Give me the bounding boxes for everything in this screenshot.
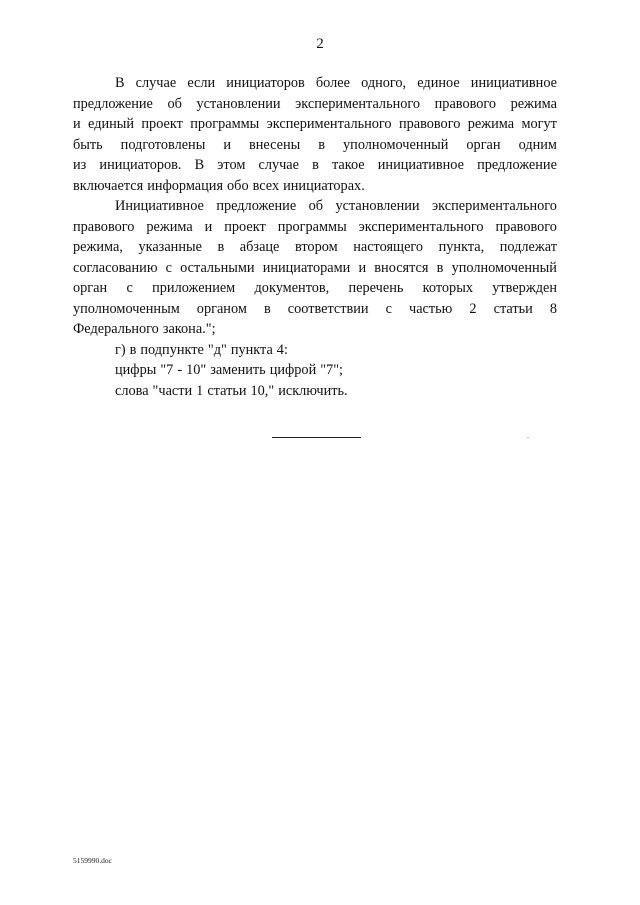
- word: органом: [196, 300, 247, 317]
- word: одним: [518, 136, 557, 153]
- word: вносятся: [374, 259, 429, 276]
- word: уполномоченный: [451, 259, 557, 276]
- word: заменить: [210, 362, 266, 378]
- word: из: [73, 157, 87, 173]
- word: инициативное: [470, 75, 557, 91]
- body-text: [73, 73, 557, 401]
- text-line: [73, 360, 557, 381]
- word: более: [315, 75, 350, 91]
- word: согласованию: [73, 259, 158, 276]
- word: В: [115, 75, 125, 91]
- word: программы: [277, 218, 347, 235]
- word: уполномоченным: [73, 300, 180, 317]
- text-line: [73, 381, 557, 402]
- word: орган: [466, 136, 501, 153]
- word: единое: [417, 75, 460, 91]
- word: "д": [207, 341, 227, 358]
- word: г): [115, 341, 126, 358]
- word: исключить.: [278, 382, 348, 399]
- word: установлении: [196, 95, 281, 112]
- word: и: [73, 116, 81, 132]
- text-line: [73, 340, 557, 361]
- word: этом: [217, 157, 246, 173]
- word: проект: [224, 218, 266, 235]
- end-divider: [272, 437, 361, 438]
- word: 4:: [276, 341, 288, 358]
- word: слова: [115, 382, 149, 399]
- word: инициаторами: [262, 259, 351, 276]
- word: закона.";: [162, 321, 216, 337]
- word: утвержден: [492, 280, 557, 296]
- word: которых: [422, 280, 473, 296]
- text-line: [73, 94, 557, 115]
- word: настоящего: [353, 239, 424, 255]
- word: подготовлены: [120, 136, 206, 153]
- text-line: [73, 258, 557, 279]
- word: в: [318, 136, 326, 153]
- word: 1: [196, 382, 204, 399]
- word: "части: [152, 382, 193, 399]
- word: втором: [294, 239, 338, 255]
- word: обо: [227, 177, 249, 194]
- word: цифры: [115, 362, 157, 378]
- word: абзаце: [239, 239, 280, 255]
- word: экспериментального: [295, 95, 421, 112]
- word: с: [126, 280, 133, 296]
- word: правового: [73, 218, 135, 235]
- word: и: [223, 136, 231, 153]
- word: предложение: [73, 95, 153, 112]
- word: статьи: [207, 382, 247, 399]
- word: об: [308, 198, 324, 214]
- text-line: [73, 135, 557, 156]
- word: правового: [495, 218, 557, 235]
- word: подлежат: [499, 239, 557, 255]
- word: и: [358, 259, 367, 276]
- text-line: [73, 155, 557, 176]
- word: 10": [186, 362, 207, 378]
- word: статьи: [493, 300, 533, 317]
- word: 10,": [250, 382, 275, 399]
- word: с: [385, 300, 392, 317]
- word: единый: [88, 116, 135, 132]
- word: "7";: [320, 362, 344, 378]
- word: орган: [73, 280, 108, 296]
- text-line: [73, 196, 557, 217]
- page-number: 2: [316, 36, 324, 52]
- word: "7: [160, 362, 174, 378]
- word: инициаторах.: [283, 177, 365, 194]
- word: инициаторов.: [99, 157, 182, 173]
- word: документов,: [254, 280, 330, 296]
- word: установлении: [335, 198, 420, 214]
- word: программы: [190, 116, 260, 132]
- word: -: [177, 362, 183, 378]
- word: Федерального: [73, 321, 159, 337]
- scan-speck: [527, 437, 529, 438]
- word: экспериментального: [266, 116, 392, 132]
- word: уполномоченный: [343, 136, 449, 153]
- word: 2: [469, 300, 477, 317]
- word: правового: [434, 95, 497, 112]
- text-line: [73, 176, 557, 197]
- word: одного,: [361, 75, 407, 91]
- word: в: [312, 157, 319, 173]
- text-line: [73, 217, 557, 238]
- word: внесены: [249, 136, 301, 153]
- word: перечень: [348, 280, 404, 296]
- word: экспериментального: [432, 198, 557, 214]
- word: включается: [73, 177, 144, 194]
- word: быть: [73, 136, 103, 153]
- word: пункта,: [438, 239, 485, 255]
- word: пункта: [230, 341, 273, 358]
- word: с: [165, 259, 173, 276]
- word: соответствии: [287, 300, 369, 317]
- word: указанные: [138, 239, 202, 255]
- word: цифрой: [269, 362, 317, 378]
- word: режима: [146, 218, 193, 235]
- text-line: [73, 299, 557, 320]
- word: режима: [467, 116, 515, 132]
- word: режима,: [73, 239, 123, 255]
- word: всех: [252, 177, 280, 194]
- word: экспериментального: [358, 218, 484, 235]
- word: остальными: [180, 259, 255, 276]
- word: проект: [141, 116, 183, 132]
- word: 8: [549, 300, 557, 317]
- word: такое: [331, 157, 365, 173]
- word: частью: [409, 300, 453, 317]
- word: в: [129, 341, 137, 358]
- word: в: [263, 300, 271, 317]
- word: подпункте: [140, 341, 204, 358]
- text-line: [73, 278, 557, 299]
- word: если: [187, 75, 216, 91]
- word: приложением: [152, 280, 236, 296]
- word: предложение: [477, 157, 557, 173]
- word: в: [436, 259, 444, 276]
- text-line: [73, 319, 557, 340]
- word: инициативное: [377, 157, 464, 173]
- word: Инициативное: [115, 198, 204, 214]
- word: и: [204, 218, 213, 235]
- word: предложение: [216, 198, 297, 214]
- text-line: [73, 114, 557, 135]
- footer-document-code: 5159990.doc: [73, 856, 112, 865]
- word: об: [167, 95, 182, 112]
- text-line: [73, 237, 557, 258]
- word: случае: [258, 157, 299, 173]
- word: правового: [398, 116, 461, 132]
- word: случае: [135, 75, 177, 91]
- text-line: [73, 73, 557, 94]
- word: инициаторов: [226, 75, 305, 91]
- word: В: [194, 157, 205, 173]
- word: в: [217, 239, 225, 255]
- word: режима: [510, 95, 557, 112]
- word: могут: [521, 116, 557, 132]
- word: информация: [147, 177, 224, 194]
